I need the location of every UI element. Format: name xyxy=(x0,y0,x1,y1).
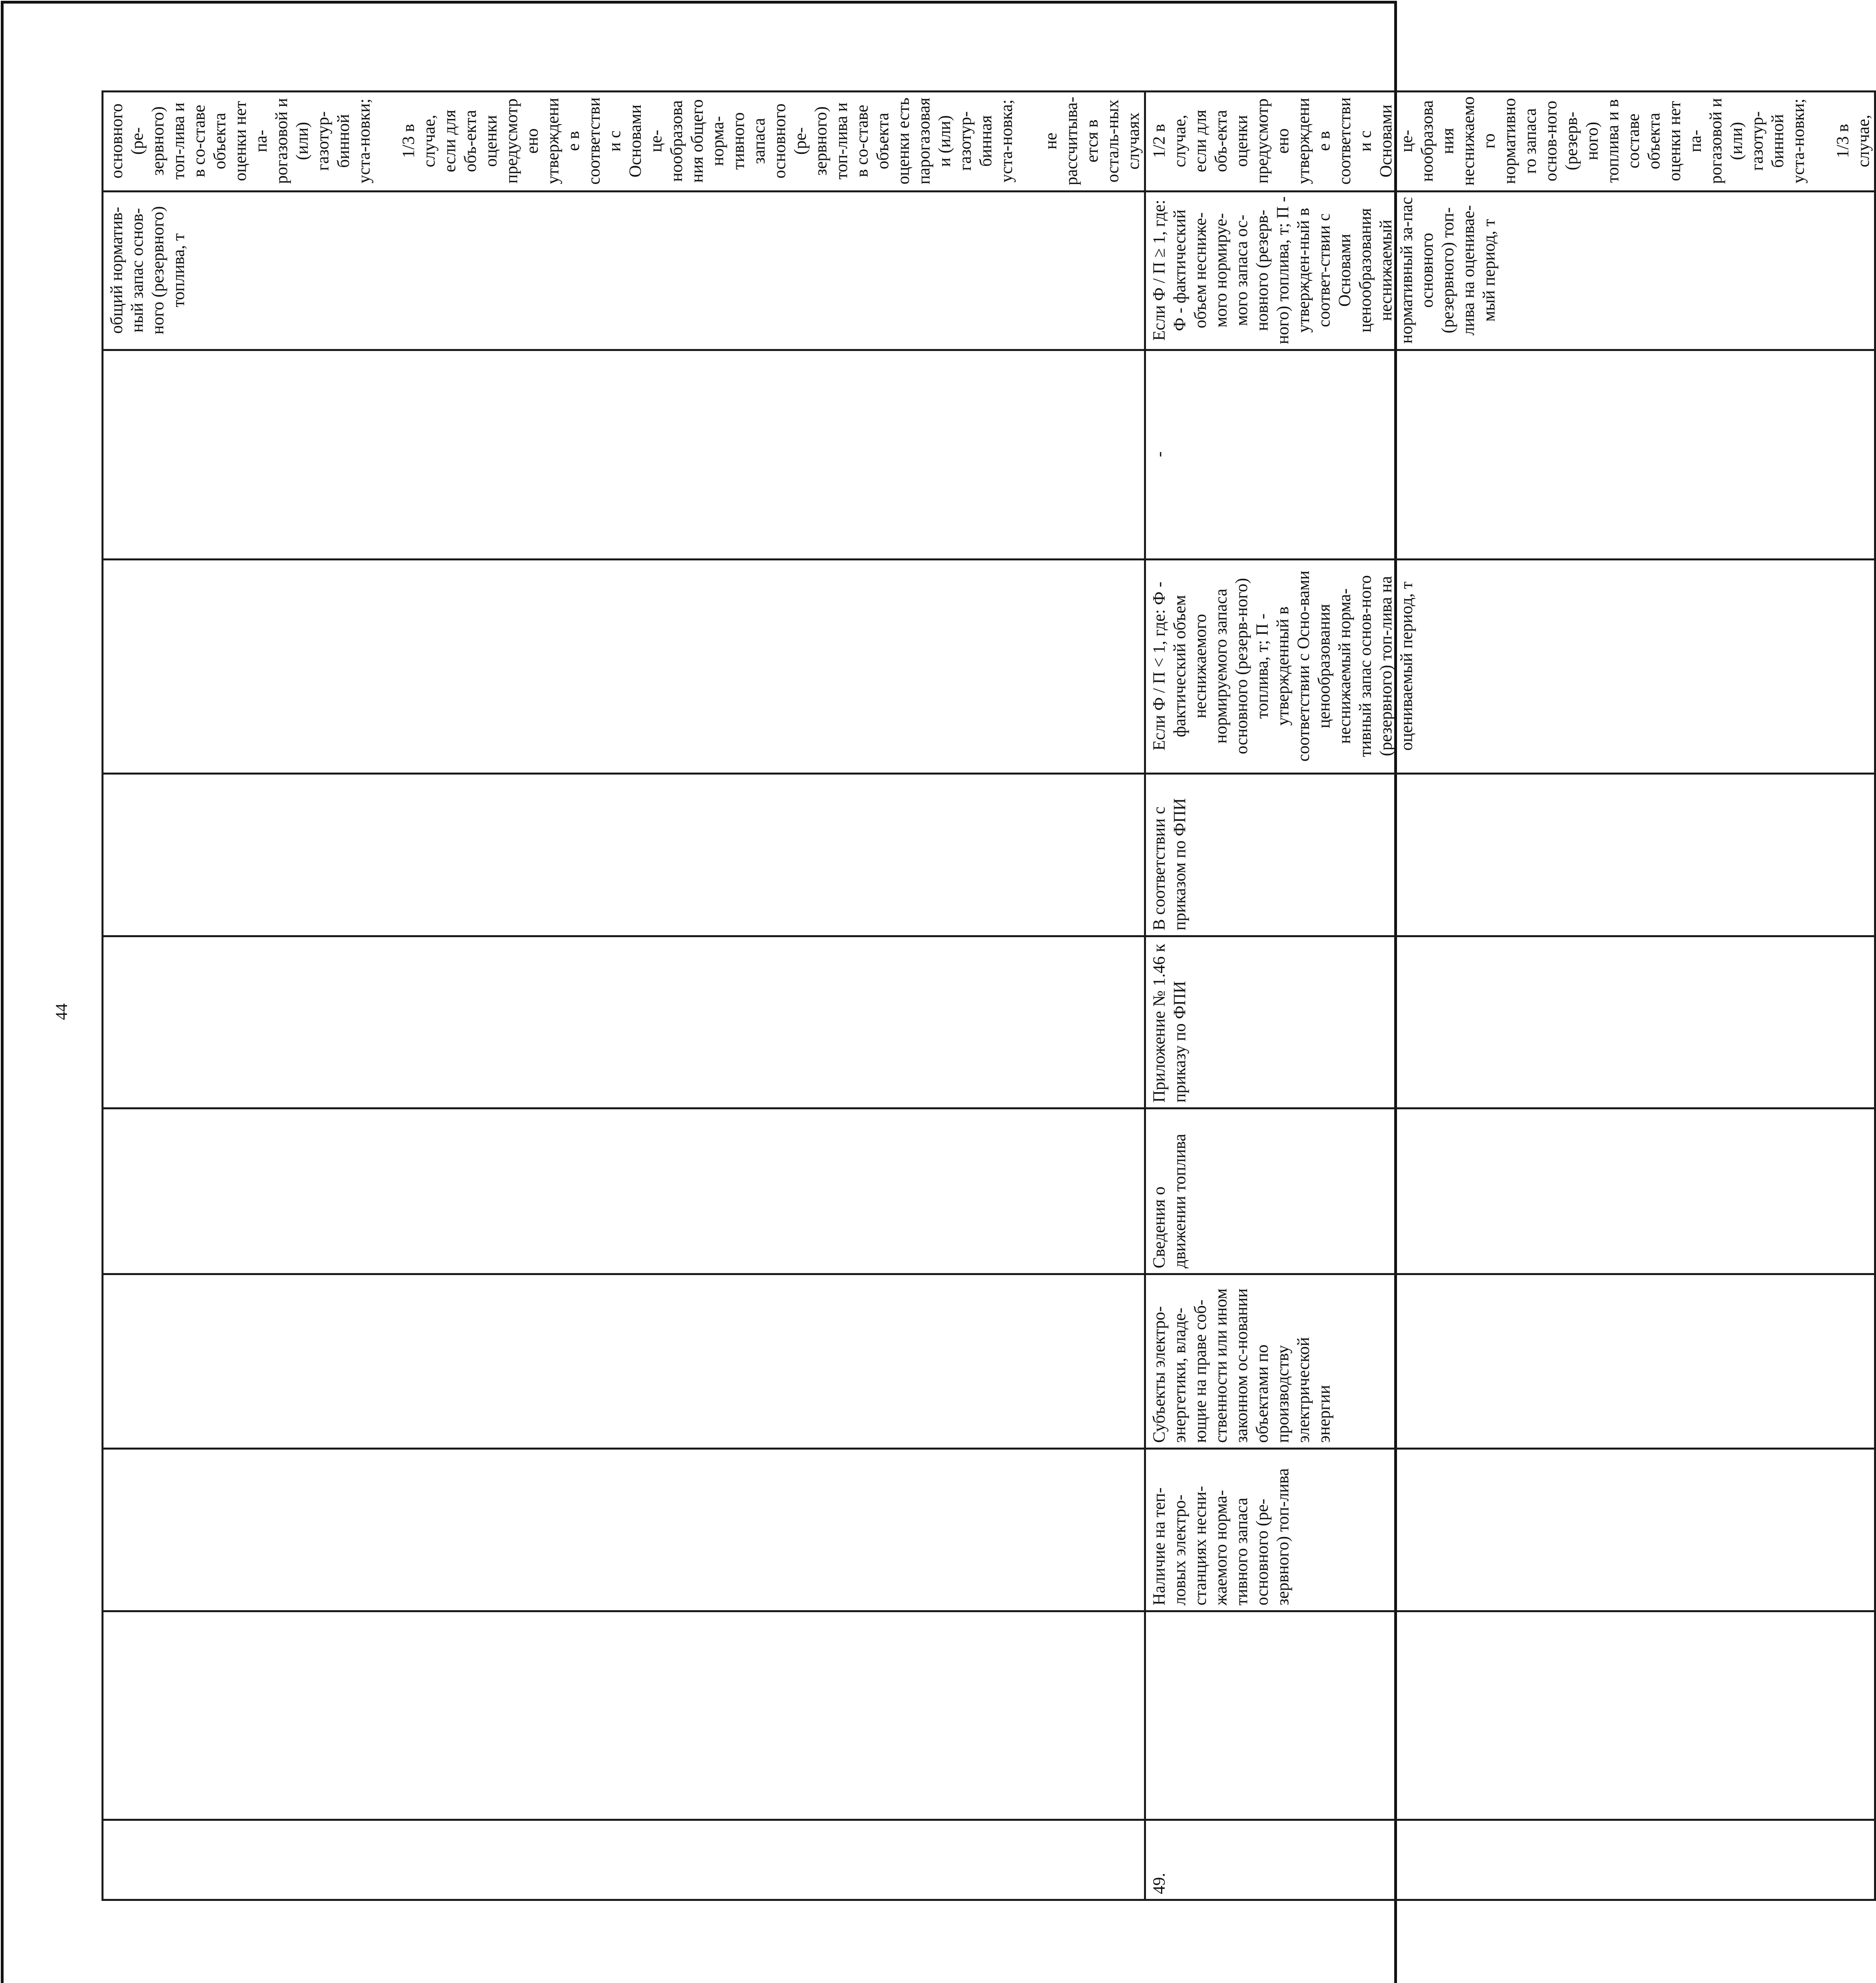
cell-dash xyxy=(1145,350,1875,560)
cell-order xyxy=(1145,774,1875,936)
cell-text: общий норматив-ный запас основ-ного (резервного) топлива, т xyxy=(107,206,188,335)
cell-text: Субъекты электро-энергетики, владе-ющие на праве соб-ственности или ином законном ос-новании объектами по производству электрической энергии xyxy=(1150,1288,1334,1443)
page-number: 44 xyxy=(53,1003,71,1020)
cell-text: 1/2 в случае, если для объ-екта оценки предусмотрено утверждение в соответствии с Основами це-нообразования неснижаемого нормативного запаса основ-ного (резерв-ного) топлива и в составе объекта оценки нет па-рогазовой и (или) газотур-бинной уста-новки; xyxy=(1150,96,1808,186)
cell-empty xyxy=(103,1449,1145,1611)
cell-condition-high xyxy=(1145,192,1875,350)
cell-subjects xyxy=(1145,1274,1875,1449)
cell-empty xyxy=(103,350,1145,560)
paragraph-gap xyxy=(1017,96,1041,186)
cell-text: не рассчитыва-ется в осталь-ных случаях xyxy=(1042,96,1143,186)
cell-text: основного (ре-зервного) топ-лива и в со-ставе объекта оценки нет па-рогазовой и (или) газотур-бинной уста-новки; xyxy=(107,98,374,184)
cell-measure-total-reserve xyxy=(103,192,1145,350)
cell-empty xyxy=(103,1820,1145,1900)
cell-text: В соответствии с приказом по ФПИ xyxy=(1150,798,1189,930)
cell-empty xyxy=(103,1108,1145,1274)
cell-form xyxy=(1145,936,1875,1108)
cell-empty xyxy=(103,936,1145,1108)
cell-points xyxy=(1145,92,1875,192)
cell-empty xyxy=(103,1274,1145,1449)
table-row xyxy=(1145,92,1875,1900)
cell-empty xyxy=(103,774,1145,936)
cell-text: Сведения о движении топлива xyxy=(1150,1133,1189,1268)
cell-info-source xyxy=(1145,1108,1875,1274)
cell-text: Если Ф / П < 1, где: Ф - фактический объем неснижаемого нормируемого запаса основного (резерв-ного) топлива, т; П - утвержденный в соответствии с Осно-вами ценообразования неснижаемый норма-тивный запас основ-ного (резервного) топ-лива на оцениваемый период, т xyxy=(1150,570,1416,762)
cell-condition-low xyxy=(1145,560,1875,774)
paragraph-gap xyxy=(1809,96,1833,186)
cell-points-top xyxy=(103,92,1145,192)
rotated-table xyxy=(102,92,1873,1901)
cell-text: Если Ф / П ≥ 1, где: Ф - фактический объем несниже-мого нормируе-мого запаса ос-новного (резерв-ного) топлива, т; П - утвержден-ный в соответ-ствии с Основами ценообразования неснижаемый нормативный за-пас основного (резервного) топ-лива на оценивае-мый период, т xyxy=(1150,196,1499,344)
cell-indicator xyxy=(1145,1449,1875,1611)
cell-text: 49. xyxy=(1150,1873,1169,1894)
table-row xyxy=(103,92,1145,1900)
cell-text: - xyxy=(1150,451,1169,457)
cell-text: 1/3 в случае, xyxy=(1834,115,1873,167)
paragraph-gap xyxy=(375,96,399,186)
criteria-table xyxy=(102,90,1876,1901)
cell-empty xyxy=(1145,1611,1875,1820)
cell-text: 1/3 в случае, если для объ-екта оценки предусмотрено утверждение в соответствии с Основами це-нообразования общего норма-тивного запаса основного (ре-зервного) топ-лива и в со-ставе объекта оценки есть парогазовая и (или) газотур-бинная уста-новка; xyxy=(399,97,1016,185)
cell-text: Приложение № 1.46 к приказу по ФПИ xyxy=(1150,944,1189,1103)
cell-empty xyxy=(103,560,1145,774)
cell-row-number xyxy=(1145,1820,1875,1900)
cell-text: Наличие на теп-ловых электро-станциях несни-жаемого норма-тивного запаса основного (ре-зервного) топ-лива xyxy=(1150,1468,1292,1605)
cell-empty xyxy=(103,1611,1145,1820)
